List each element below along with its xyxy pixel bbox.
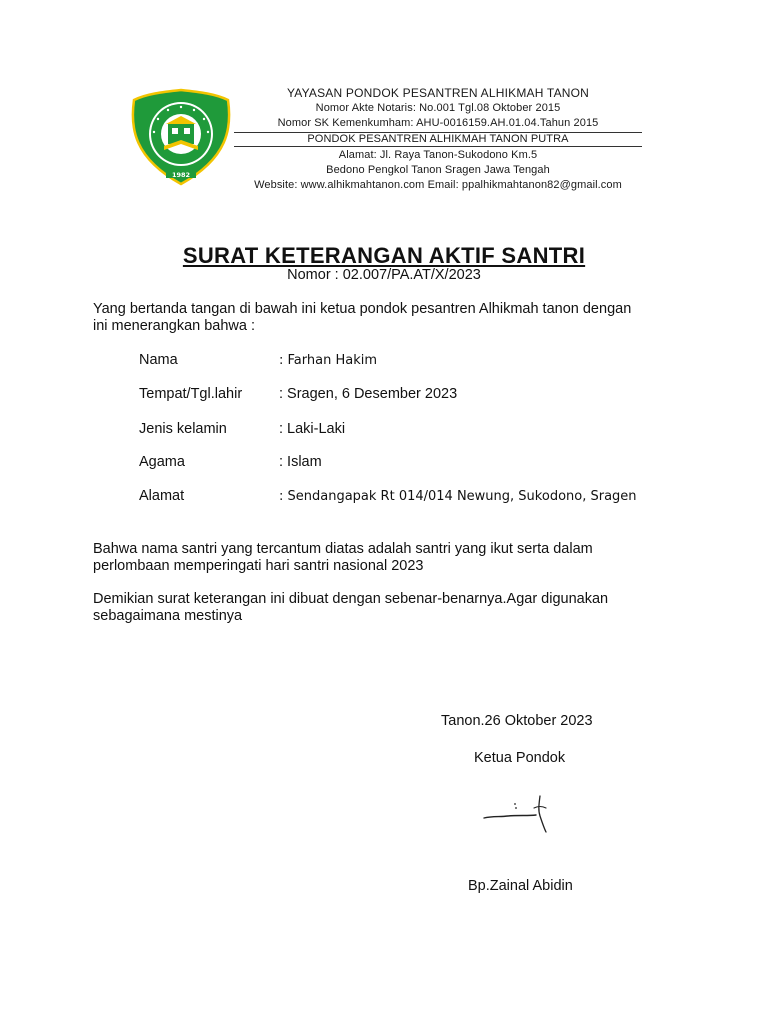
closing-line-2: sebagaimana mestinya <box>93 608 243 624</box>
field-label-ttl: Tempat/Tgl.lahir <box>139 386 243 402</box>
field-value-alamat: : Sendangapak Rt 014/014 Newung, Sukodono, Sragen <box>279 489 637 504</box>
organization-name: YAYASAN PONDOK PESANTREN ALHIKMAH TANON <box>286 86 590 100</box>
statement-line-2: perlombaan memperingati hari santri nasional 2023 <box>93 558 424 574</box>
field-label-agama: Agama <box>139 454 185 470</box>
signature-scribble <box>478 790 558 838</box>
field-value-gender: : Laki-Laki <box>279 421 346 437</box>
field-label-alamat: Alamat <box>139 488 185 504</box>
closing-line-1: Demikian surat keterangan ini dibuat dengan sebenar-benarnya.Agar digunakan <box>93 591 609 607</box>
letter-number: Nomor : 02.007/PA.AT/X/2023 <box>287 267 481 283</box>
intro-line-1: Yang bertanda tangan di bawah ini ketua pondok pesantren Alhikmah tanon dengan <box>93 301 632 317</box>
letterhead <box>234 86 642 193</box>
field-label-gender: Jenis kelamin <box>139 421 227 437</box>
notary-line: Nomor Akte Notaris: No.001 Tgl.08 Oktober 2015 <box>315 102 561 114</box>
svg-text:1982: 1982 <box>171 171 191 179</box>
pesantren-logo-icon <box>128 88 234 186</box>
field-label-nama: Nama <box>139 352 178 368</box>
school-name: PONDOK PESANTREN ALHIKMAH TANON PUTRA <box>234 132 642 147</box>
intro-line-2: ini menerangkan bahwa : <box>93 318 256 334</box>
letter-title: SURAT KETERANGAN AKTIF SANTRI <box>182 243 586 268</box>
field-value-nama: : Farhan Hakim <box>279 353 378 368</box>
field-value-agama: : Islam <box>279 454 322 470</box>
field-value-ttl: : Sragen, 6 Desember 2023 <box>279 386 458 402</box>
signer-name: Bp.Zainal Abidin <box>468 878 573 894</box>
signer-position: Ketua Pondok <box>474 750 566 766</box>
statement-line-1: Bahwa nama santri yang tercantum diatas adalah santri yang ikut serta dalam <box>93 541 593 557</box>
address-line-2: Bedono Pengkol Tanon Sragen Jawa Tengah <box>326 164 550 176</box>
contact-line: Website: www.alhikmahtanon.com Email: ppalhikmahtanon82@gmail.com <box>254 179 622 191</box>
place-date: Tanon.26 Oktober 2023 <box>441 713 593 729</box>
sk-line: Nomor SK Kemenkumham: AHU-0016159.AH.01.04.Tahun 2015 <box>277 117 599 129</box>
address-line-1: Alamat: Jl. Raya Tanon-Sukodono Km.5 <box>338 149 538 161</box>
